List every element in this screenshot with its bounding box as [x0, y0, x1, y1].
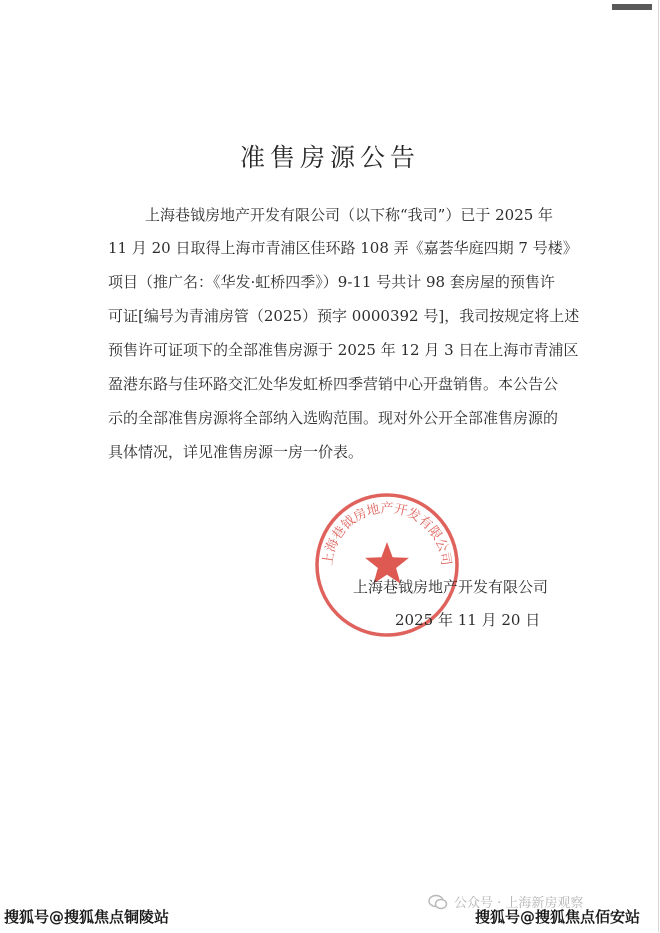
wechat-icon — [428, 894, 448, 910]
signature-date: 2025 年 11 月 20 日 — [395, 611, 541, 629]
paragraph-line: 11 月 20 日取得上海市青浦区佳环路 108 弄《嘉荟华庭四期 7 号楼》 — [108, 239, 578, 257]
paragraph-line: 示的全部准售房源将全部纳入选购范围。现对外公开全部准售房源的 — [108, 409, 559, 427]
paragraph-line: 可证[编号为青浦房管（2025）预字 0000392 号]，我司按规定将上述 — [108, 307, 580, 325]
seal-text: 上海巷钺房地产开发有限公司 — [320, 501, 454, 567]
faded-watermark-text: 公众号 · 上海新房观察 — [454, 896, 584, 911]
paragraph-line: 预售许可证项下的全部准售房源于 2025 年 12 月 3 日在上海市青浦区 — [108, 341, 579, 359]
footer-watermark-left: 搜狐号@搜狐焦点铜陵站 — [4, 908, 170, 926]
signer-company: 上海巷钺房地产开发有限公司 — [353, 578, 549, 596]
paragraph-line: 项目（推广名：《华发·虹桥四季》）9-11 号共计 98 套房屋的预售许 — [108, 273, 555, 291]
document-title: 准售房源公告 — [239, 143, 420, 172]
footer-watermark-right: 搜狐号@搜狐焦点佰安站 — [475, 908, 641, 926]
paragraph-line: 具体情况，详见准售房源一房一价表。 — [108, 443, 364, 461]
paragraph-line: 盈港东路与佳环路交汇处华发虹桥四季营销中心开盘销售。本公告公 — [108, 375, 559, 393]
scan-edge-mark — [612, 4, 652, 10]
paragraph-line: 上海巷钺房地产开发有限公司（以下称“我司”）已于 2025 年 — [145, 206, 554, 224]
